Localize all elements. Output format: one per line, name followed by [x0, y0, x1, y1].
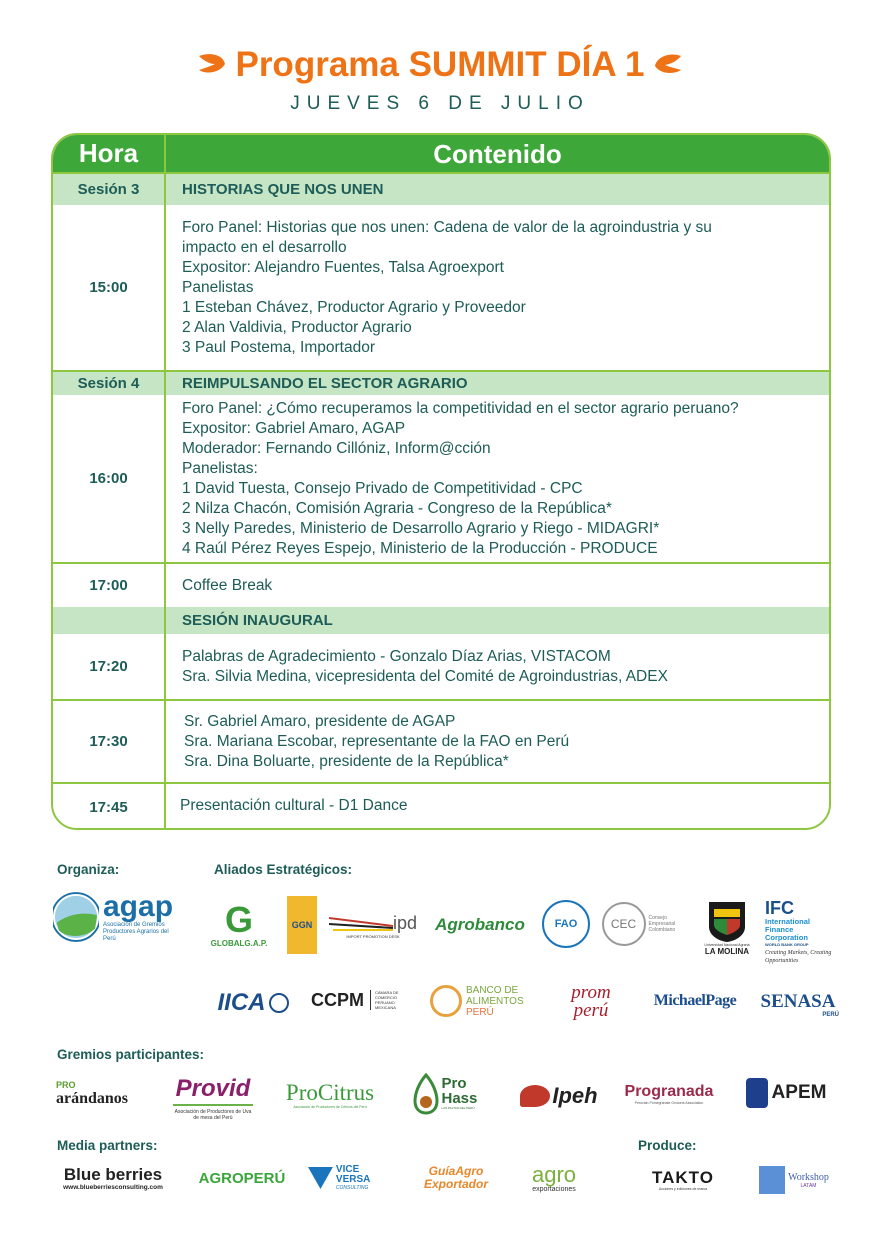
- session-row: [53, 370, 829, 395]
- logo-agrobanco: Agrobanco: [435, 915, 525, 934]
- organiza-label: Organiza:: [57, 862, 120, 877]
- viceversa-triangle-icon: [308, 1167, 333, 1189]
- leaf-icon: [197, 52, 227, 76]
- table-header: [53, 135, 829, 174]
- logo-la-molina: Universidad Nacional Agraria LA MOLINA: [696, 896, 758, 960]
- workshop-puzzle-icon: [759, 1166, 785, 1194]
- agap-sub: Asociación de Gremios Productores Agrarios del Perú: [103, 921, 169, 942]
- table-row: [53, 634, 829, 699]
- logo-cec: CEC Consejo Empresarial Colombiano: [600, 900, 690, 948]
- content-line: Panelistas:: [182, 459, 258, 477]
- logo-banco-alimentos: BANCO DE ALIMENTOS PERÚ: [428, 980, 538, 1022]
- content-line: 2 Alan Valdivia, Productor Agrario: [182, 318, 412, 336]
- session-title: SESIÓN INAUGURAL: [182, 611, 333, 629]
- logo-ggn: GGN: [287, 896, 317, 954]
- time-cell: 15:00: [53, 205, 166, 370]
- logo-progranada: Progranada Peruvian Pomegranate Growers Association: [624, 1083, 714, 1105]
- media-label: Media partners:: [57, 1138, 158, 1153]
- banco-alimentos-heart-icon: [430, 985, 462, 1017]
- table-row: [53, 395, 829, 562]
- logo-agap: [53, 886, 183, 948]
- content-line: 2 Nilza Chacón, Comisión Agraria - Congreso de la República*: [182, 499, 612, 517]
- logo-ccpm: CCPM CÁMARA DE COMERCIO PERUANO MEXICANA: [304, 976, 420, 1024]
- content-line: Presentación cultural - D1 Dance: [180, 797, 408, 814]
- time-cell: 17:20: [53, 634, 166, 699]
- time-cell: 16:00: [53, 395, 166, 562]
- time-cell: 17:45: [53, 784, 166, 830]
- logo-blueberries: Blue berries www.blueberriesconsulting.com: [63, 1165, 163, 1191]
- apem-mango-icon: [746, 1078, 768, 1108]
- content-line: Coffee Break: [182, 576, 273, 594]
- content-cell: [166, 564, 829, 607]
- logo-procitrus: ProCitrus Asociación de Productores de Cítricos del Perú: [285, 1080, 375, 1109]
- content-line: Expositor: Gabriel Amaro, AGAP: [182, 419, 406, 437]
- logo-agroexportaciones: agro exportaciones: [531, 1161, 577, 1193]
- la-molina-shield-icon: [708, 901, 746, 943]
- content-cell: [166, 784, 829, 830]
- logo-apem: APEM: [738, 1074, 834, 1112]
- content-line: Panelistas: [182, 278, 254, 296]
- leaf-icon: [653, 52, 683, 76]
- session-title: REIMPULSANDO EL SECTOR AGRARIO: [182, 374, 468, 392]
- agap-name: agap: [103, 889, 174, 923]
- produce-label: Produce:: [638, 1138, 697, 1153]
- time-cell: 17:30: [53, 701, 166, 782]
- table-row: [53, 782, 829, 830]
- logo-viceversa: VICE VERSA CONSULTING: [308, 1162, 394, 1194]
- content-line: 1 Esteban Chávez, Productor Agrario y Proveedor: [182, 298, 526, 316]
- column-header-contenido: Contenido: [433, 138, 562, 169]
- content-line: Sra. Silvia Medina, vicepresidenta del Comité de Agroindustrias, ADEX: [182, 667, 668, 685]
- logo-workshop: Workshop LATAM: [752, 1164, 836, 1196]
- logo-promperu: prom perú: [571, 982, 611, 1021]
- title-text: Programa SUMMIT DÍA 1: [235, 45, 645, 84]
- session-row: [53, 607, 829, 634]
- aliados-label: Aliados Estratégicos:: [214, 862, 353, 877]
- content-cell: [166, 205, 829, 370]
- logo-provid: Provid Asociación de Productores de Uva de mesa del Perú: [174, 1074, 252, 1121]
- page-subtitle: JUEVES 6 DE JULIO: [290, 93, 590, 114]
- logo-globalgap: G GLOBALG.A.P.: [210, 898, 268, 948]
- logo-agroperu: AGROPERÚ: [198, 1169, 286, 1187]
- content-line: 1 David Tuesta, Consejo Privado de Competitividad - CPC: [182, 479, 583, 497]
- logo-fao: FAO: [542, 900, 590, 948]
- content-line: Sra. Dina Boluarte, presidente de la República*: [184, 752, 509, 770]
- logo-ifc: IFC International Finance Corporation WORLD BANK GROUP Creating Markets, Creating Opportunities: [765, 898, 832, 964]
- ipd-stripes-icon: [329, 914, 393, 934]
- logo-proarandanos: PRO arándanos: [56, 1080, 129, 1107]
- content-line: Foro Panel: Historias que nos unen: Cadena de valor de la agroindustria y su impacto en el desarrollo: [182, 218, 712, 256]
- iica-globe-icon: [269, 993, 289, 1013]
- page-title: [0, 42, 880, 88]
- content-cell: [166, 395, 829, 562]
- content-cell: [166, 634, 829, 699]
- content-line: Sr. Gabriel Amaro, presidente de AGAP: [184, 712, 456, 730]
- logo-takto: TAKTO Acciones y ediciones de marca: [652, 1168, 714, 1191]
- logo-michaelpage: MichaelPage: [653, 992, 737, 1009]
- content-line: Palabras de Agradecimiento - Gonzalo Díaz Arias, VISTACOM: [182, 647, 611, 665]
- time-cell: 17:00: [53, 564, 166, 607]
- table-row: [53, 205, 829, 370]
- session-label: Sesión 3: [53, 174, 166, 205]
- content-line: 3 Nelly Paredes, Ministerio de Desarrollo Agrario y Riego - MIDAGRI*: [182, 519, 660, 537]
- session-title: HISTORIAS QUE NOS UNEN: [182, 180, 384, 198]
- column-header-hora: Hora: [53, 135, 166, 172]
- session-row: [53, 174, 829, 205]
- agap-globe-icon: [53, 889, 99, 945]
- logo-ipeh: Ipeh: [512, 1078, 606, 1114]
- content-line: Expositor: Alejandro Fuentes, Talsa Agroexport: [182, 258, 504, 276]
- logo-senasa: SENASA PERÚ: [760, 991, 839, 1018]
- table-row: [53, 562, 829, 607]
- ipeh-hand-icon: [520, 1085, 550, 1107]
- content-line: Foro Panel: ¿Cómo recuperamos la competitividad en el sector agrario peruano?: [182, 399, 739, 417]
- content-line: 4 Raúl Pérez Reyes Espejo, Ministerio de la Producción - PRODUCE: [182, 539, 658, 557]
- content-line: Moderador: Fernando Cillóniz, Inform@cción: [182, 439, 491, 457]
- session-label: Sesión 4: [53, 372, 166, 395]
- content-line: Sra. Mariana Escobar, representante de la FAO en Perú: [184, 732, 570, 750]
- avocado-icon: [413, 1071, 439, 1115]
- schedule-table: [51, 133, 831, 830]
- logo-iica: IICA: [212, 985, 294, 1021]
- table-row: [53, 699, 829, 782]
- content-cell: [166, 701, 829, 782]
- gremios-label: Gremios participantes:: [57, 1047, 205, 1062]
- logo-prohass: Pro Hass LAS PALTAS DEL PERÚ: [406, 1070, 488, 1116]
- logo-guiaagro: GuíaAgro Exportador: [423, 1164, 488, 1191]
- session-label: [53, 607, 166, 634]
- logo-ipd: ipd IMPORT PROMOTION DESK: [323, 906, 423, 946]
- content-line: 3 Paul Postema, Importador: [182, 338, 375, 356]
